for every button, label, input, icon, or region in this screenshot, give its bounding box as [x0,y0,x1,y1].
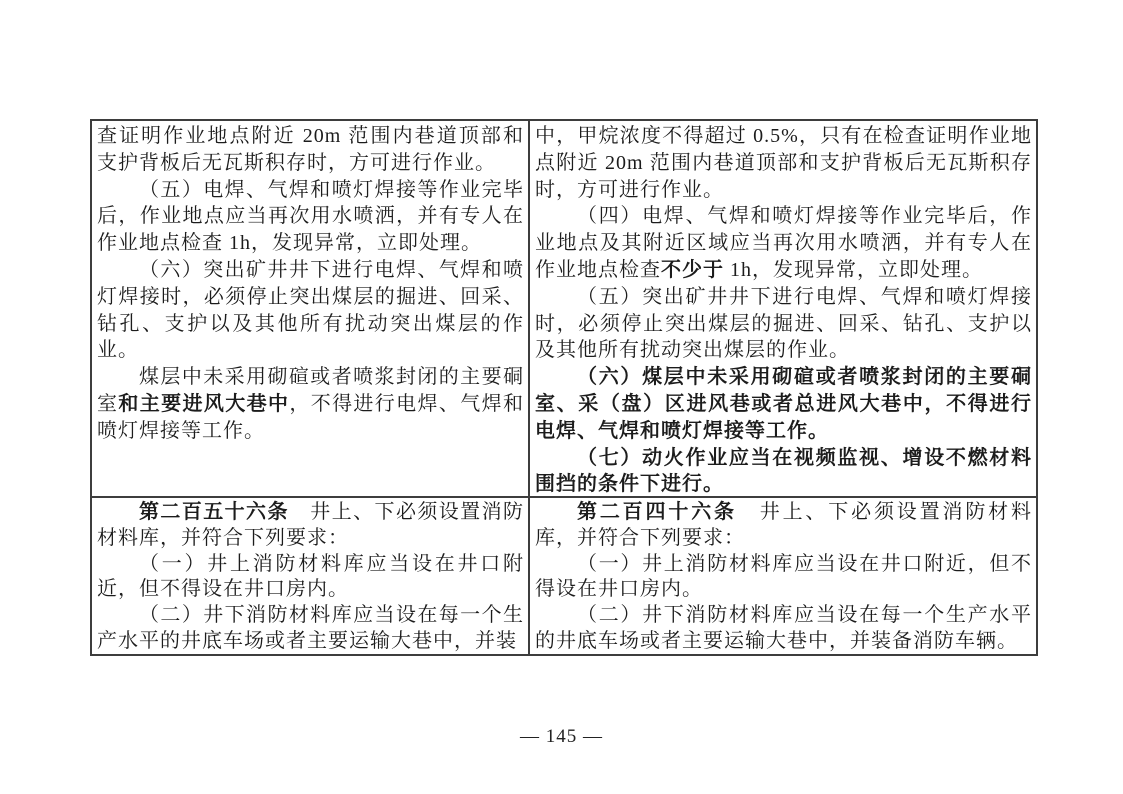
emphasized-text: （七）动火作业应当在视频监视、增设不燃材料围挡的条件下进行。 [535,446,1032,496]
paragraph [535,603,1032,654]
paragraph [535,203,1032,283]
emphasized-text: 和主要进风大巷中 [118,392,290,415]
paragraph [535,552,1032,604]
body-text: （二）井下消防材料库应当设在每一个生产水平的井底车场或者主要运输大巷中，并装备消防车辆。 [535,604,1032,652]
table-cell-row1-left [92,121,530,498]
body-text: （一）井上消防材料库应当设在井口附近，但不得设在井口房内。 [535,552,1032,601]
body-text: （四）电焊、气焊和喷灯焊接等作业完毕后，作业地点及其附近区域应当再次用水喷洒，并有专人在作业地点检查 [535,205,1032,281]
emphasized-text: 不少于 [661,258,724,281]
body-text: 井上、下必须设置消防材料库，并符合下列要求： [97,501,525,549]
paragraph [535,123,1032,203]
body-text: 查证明作业地点附近 20m 范围内巷道顶部和支护背板后无瓦斯积存时，方可进行作业。 [97,125,524,174]
page-number: — 145 — [520,726,603,747]
paragraph [535,500,1032,552]
paragraph [97,177,524,257]
paragraph [535,445,1032,498]
emphasized-text: （六）煤层中未采用砌碹或者喷浆封闭的主要硐室、采（盘）区进风巷或者总进风大巷中，不得进行电焊、气焊和喷灯焊接等工作。 [535,366,1032,442]
paragraph [97,257,524,364]
table-cell-row2-left [92,498,530,654]
paragraph [97,500,524,552]
table-cell-row1-right [530,121,1036,498]
body-text: 1h，发现异常，立即处理。 [724,258,983,281]
body-text: 中，甲烷浓度不得超过 0.5%，只有在检查证明作业地点附近 20m 范围内巷道顶部和支护背板后无瓦斯积存时，方可进行作业。 [535,125,1032,201]
body-text: （五）电焊、气焊和喷灯焊接等作业完毕后，作业地点应当再次用水喷洒，并有专人在作业地点检查 1h，发现异常，立即处理。 [97,178,524,255]
body-text: （六）突出矿井井下进行电焊、气焊和喷灯焊接时，必须停止突出煤层的掘进、回采、钻孔、支护以及其他所有扰动突出煤层的作业。 [97,258,524,362]
body-text: （二）井下消防材料库应当设在每一个生产水平的井底车场或者主要运输大巷中，并装 [97,604,524,652]
paragraph [535,364,1032,444]
regulation-comparison-table [90,119,1038,656]
body-text: （一）井上消防材料库应当设在井口附近，但不得设在井口房内。 [97,552,524,601]
paragraph [97,364,524,444]
emphasized-text: 第二百五十六条 [139,501,289,523]
paragraph [97,123,524,177]
body-text: ，不得进行电焊、气焊和喷灯焊接等工作。 [97,392,525,442]
body-text: 井上、下必须设置消防材料库，并符合下列要求： [535,501,1033,549]
paragraph [535,284,1032,364]
paragraph [97,603,524,654]
body-text: （五）突出矿井井下进行电焊、气焊和喷灯焊接时，必须停止突出煤层的掘进、回采、钻孔、支护以及其他所有扰动突出煤层的作业。 [535,285,1032,362]
emphasized-text: 第二百四十六条 [577,501,737,523]
paragraph [97,552,524,604]
body-text: 煤层中未采用砌碹或者喷浆封闭的主要硐室 [97,366,524,415]
table-cell-row2-right [530,498,1036,654]
